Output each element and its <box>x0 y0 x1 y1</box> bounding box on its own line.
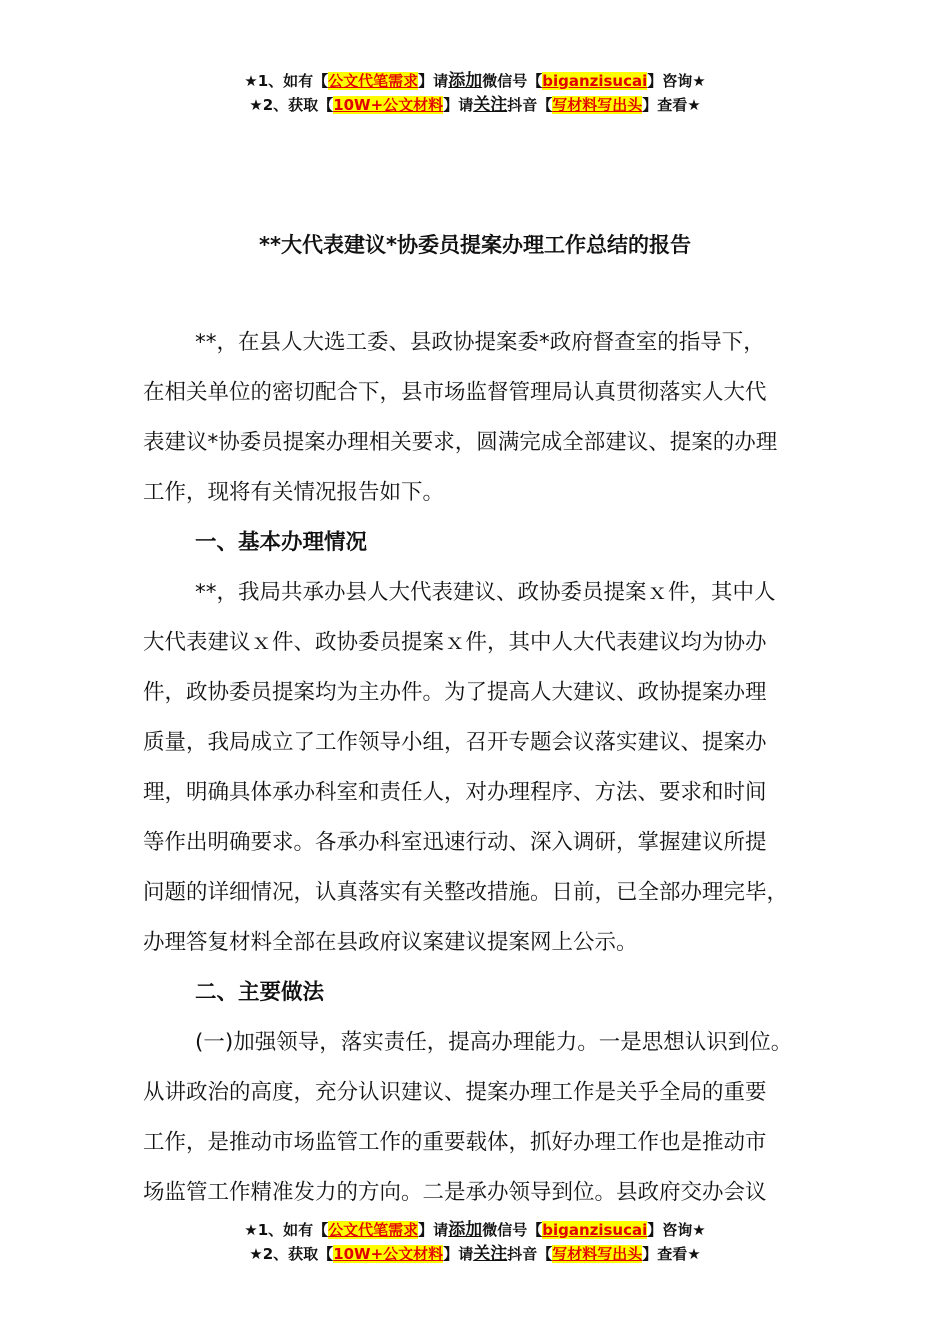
promo-text: 微信号【 <box>482 1221 543 1239</box>
promo-banner-bottom <box>0 1218 950 1266</box>
promo-text: 】请 <box>418 72 449 90</box>
body-text-line: 工作，现将有关情况报告如下。 <box>143 480 445 505</box>
promo-line-2 <box>0 1242 950 1266</box>
promo-emphasis: 添加 <box>448 71 483 91</box>
promo-text: 】请 <box>418 1221 449 1239</box>
promo-douyin-id: 写材料写出头 <box>552 96 643 114</box>
document-body <box>143 318 823 1218</box>
promo-line-2 <box>0 93 950 117</box>
promo-text: ★1、如有【 <box>244 1221 329 1239</box>
promo-wechat-id: biganzisucai <box>542 1221 648 1239</box>
promo-highlight: 公文代笔需求 <box>328 1221 419 1239</box>
body-text-line: 大代表建议ｘ件、政协委员提案ｘ件，其中人大代表建议均为协办 <box>143 630 767 655</box>
promo-text: 】咨询★ <box>647 72 706 90</box>
promo-highlight: 10W+公文材料 <box>333 96 444 114</box>
promo-text: 微信号【 <box>482 72 543 90</box>
body-text-line: 工作，是推动市场监管工作的重要载体，抓好办理工作也是推动市 <box>143 1130 767 1155</box>
promo-text: ★1、如有【 <box>244 72 329 90</box>
promo-emphasis: 关注 <box>473 95 508 115</box>
body-text-line: 件，政协委员提案均为主办件。为了提高人大建议、政协提案办理 <box>143 680 767 705</box>
promo-douyin-id: 写材料写出头 <box>552 1245 643 1263</box>
body-text-line: 在相关单位的密切配合下，县市场监督管理局认真贯彻落实人大代 <box>143 380 767 405</box>
body-text-line: 办理答复材料全部在县政府议案建议提案网上公示。 <box>143 930 638 955</box>
promo-text: ★2、获取【 <box>249 96 334 114</box>
body-text-line: 场监管工作精准发力的方向。二是承办领导到位。县政府交办会议 <box>143 1180 767 1205</box>
promo-text: ★2、获取【 <box>249 1245 334 1263</box>
body-text-line: 表建议*协委员提案办理相关要求，圆满完成全部建议、提案的办理 <box>143 430 778 455</box>
promo-text: 抖音【 <box>507 96 553 114</box>
body-text-line: 理，明确具体承办科室和责任人，对办理程序、方法、要求和时间 <box>143 780 767 805</box>
promo-highlight: 10W+公文材料 <box>333 1245 444 1263</box>
body-text-line: 质量，我局成立了工作领导小组，召开专题会议落实建议、提案办 <box>143 730 767 755</box>
promo-text: 】请 <box>443 96 474 114</box>
section-heading: 一、基本办理情况 <box>195 530 368 555</box>
promo-highlight: 公文代笔需求 <box>328 72 419 90</box>
promo-emphasis: 关注 <box>473 1244 508 1264</box>
promo-emphasis: 添加 <box>448 1220 483 1240</box>
body-text-line: 问题的详细情况，认真落实有关整改措施。日前，已全部办理完毕， <box>143 880 789 905</box>
body-text-line: **，在县人大选工委、县政协提案委*政府督查室的指导下， <box>195 330 765 355</box>
section-heading: 二、主要做法 <box>195 980 325 1005</box>
promo-text: 】请 <box>443 1245 474 1263</box>
promo-wechat-id: biganzisucai <box>542 72 648 90</box>
body-text-line: **，我局共承办县人大代表建议、政协委员提案ｘ件，其中人 <box>195 580 776 605</box>
body-text-line: 等作出明确要求。各承办科室迅速行动、深入调研，掌握建议所提 <box>143 830 767 855</box>
promo-text: 】查看★ <box>642 1245 701 1263</box>
body-text-line: 从讲政治的高度，充分认识建议、提案办理工作是关乎全局的重要 <box>143 1080 767 1105</box>
promo-text: 抖音【 <box>507 1245 553 1263</box>
promo-text: 】查看★ <box>642 96 701 114</box>
promo-banner-top <box>0 69 950 117</box>
promo-line-1 <box>0 69 950 93</box>
body-text-line: (一)加强领导，落实责任，提高办理能力。一是思想认识到位。 <box>195 1030 793 1055</box>
promo-line-1 <box>0 1218 950 1242</box>
promo-text: 】咨询★ <box>647 1221 706 1239</box>
document-title: **大代表建议*协委员提案办理工作总结的报告 <box>259 233 691 257</box>
